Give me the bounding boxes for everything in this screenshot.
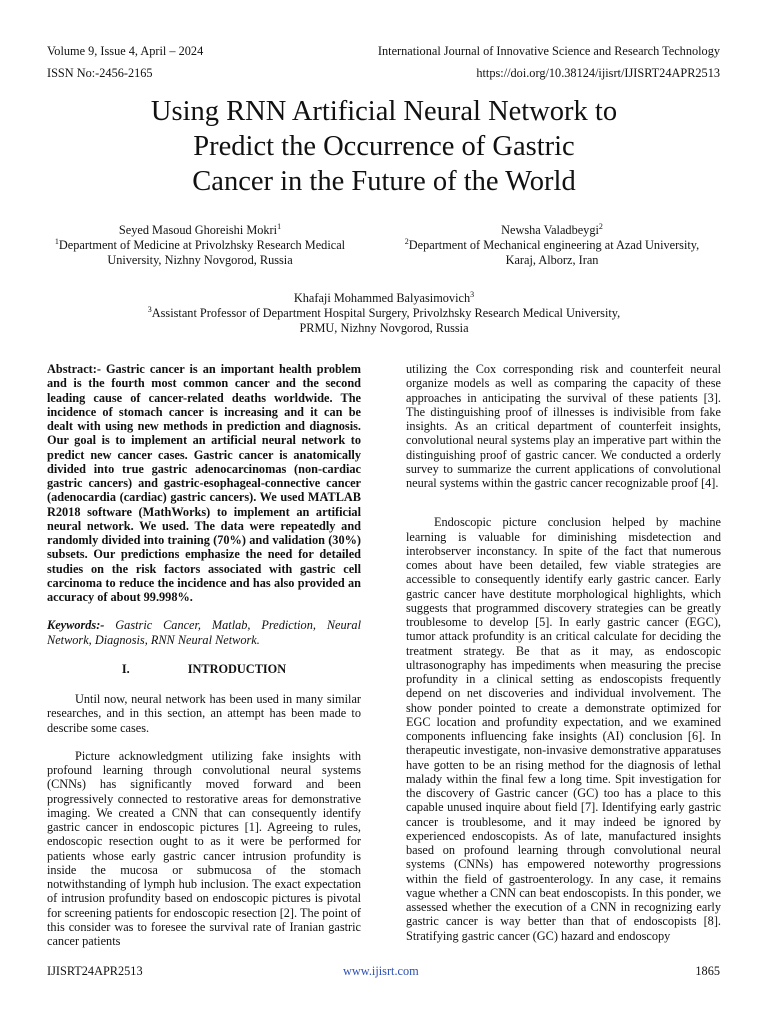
issn: ISSN No:-2456-2165	[47, 66, 153, 80]
affiliation-line: Department of Mechanical engineering at Azad University,	[408, 238, 700, 252]
author-superscript: 3	[470, 289, 475, 299]
doi-link[interactable]: https://doi.org/10.38124/ijisrt/IJISRT24APR2513	[476, 66, 720, 80]
affiliation-line: Assistant Professor of Department Hospital Surgery, Privolzhsky Research Medical University,	[151, 306, 621, 320]
abstract: Abstract:- Gastric cancer is an important health problem and is the fourth most common cancer and the second leading cause of cancer-related deaths worldwide. The incidence of stomach cancer is increasing and it can be dealt with using new methods in prediction and diagnosis. Our goal is to implement an artificial neural network to predict new cancer cases. Gastric cancer is anatomically divided into true gastric adenocarcinomas (non-cardiac gastric cancers) and gastric-esophageal-connective cancer (adenocardia (cardiac) gastric cancers). We used MATLAB R2018 software (MathWorks) to implement an artificial neural network. We used. The data were repeatedly and randomly divided into training (70%) and validation (30%) subsets. Our predictions emphasize the need for detailed studies on the risk factors associated with gastric cell carcinoma to reduce the incidence and has also provided an accuracy of about 99.998%.	[47, 362, 361, 604]
title-line: Using RNN Artificial Neural Network to	[150, 96, 618, 127]
affiliation-line: University, Nizhny Novgorod, Russia	[107, 253, 293, 267]
right-column	[406, 362, 721, 943]
affiliation-line: PRMU, Nizhny Novgorod, Russia	[299, 321, 469, 335]
section-number: I.	[121, 661, 130, 676]
section-title: INTRODUCTION	[187, 661, 287, 676]
footer-website-link[interactable]: www.ijisrt.com	[343, 964, 419, 978]
keywords-text: Gastric Cancer, Matlab, Prediction, Neural Network, Diagnosis, RNN Neural Network.	[47, 618, 361, 647]
author-superscript: 2	[598, 221, 603, 231]
affiliation-line: Karaj, Alborz, Iran	[505, 253, 599, 267]
footer-paper-id: IJISRT24APR2513	[47, 964, 143, 978]
affiliation-superscript: 2	[404, 236, 409, 246]
affiliation-line: Department of Medicine at Privolzhsky Research Medical	[58, 238, 346, 252]
paragraph: Picture acknowledgment utilizing fake insights with profound learning through convolutional neural systems (CNNs) has significantly moved forward and been progressively connected to restorative areas for demonstrative imaging. We created a CNN that can consequently identify gastric cancer in endoscopic pictures [1]. Agreeing to rules, endoscopic resection ought to as it were be performed for patients whose early gastric cancer intrusion profundity is inside the mucosa or submucosa of the stomach notwithstanding of lymph hub inclusion. The exact expectation of intrusion profundity based on endoscopic pictures is pivotal for screening patients for endoscopic resection [2]. The point of this consider was to foresee the survival rate of Iranian gastric cancer patients	[47, 748, 361, 948]
section-heading	[47, 662, 361, 676]
paragraph: utilizing the Cox corresponding risk and counterfeit neural organize models as well as comparing the capacity of these approaches in anticipating the survival of these patients [3]. The distinguishing proof of illnesses is indivisible from fake insights. As an critical department of counterfeit insights, convolutional neural systems play an imperative part within the distinguishing proof of gastric cancer. We conducted a orderly survey to summarize the current applications of convolutional neural systems within the gastric cancer recognizable proof [4].	[406, 362, 721, 490]
author-superscript: 1	[277, 221, 282, 231]
title-line: Cancer in the Future of the World	[192, 166, 576, 197]
keywords-label: Keywords:-	[47, 618, 105, 633]
affiliation-superscript: 3	[147, 304, 152, 314]
journal-name: International Journal of Innovative Science and Research Technology	[377, 44, 720, 58]
volume-info: Volume 9, Issue 4, April – 2024	[47, 44, 204, 58]
keywords	[47, 618, 361, 647]
author-name: Khafaji Mohammed Balyasimovich	[293, 291, 471, 305]
author-block-3	[84, 291, 684, 336]
author-name: Seyed Masoud Ghoreishi Mokri	[118, 223, 278, 237]
affiliation-superscript: 1	[54, 236, 59, 246]
author-name: Newsha Valadbeygi	[501, 223, 599, 237]
title-line: Predict the Occurrence of Gastric	[193, 131, 575, 162]
paragraph: Until now, neural network has been used in many similar researches, and in this section, an attempt has been made to describe some cases.	[47, 692, 361, 735]
paragraph: Endoscopic picture conclusion helped by machine learning is valuable for diminishing misdetection and interobserver inconstancy. In spite of the fact that numerous comes about have been detailed, few viable strategies are accessible to consequently identify early gastric cancer. Early gastric cancer have destitute morphological highlights, which suggests that programmed discovery strategies can be greatly troublesome to develop [5]. In early gastric cancer (EGC), tumor attack profundity is an critical calculate for deciding the treatment strategy. Be that as it may, as endoscopic ultrasonography has impediments when measuring the precise profundity in a clinical setting as endoscopists frequently depend on net discoveries and individual involvement. The show ponder pointed to create a demonstrate optimized for EGC location and profundity expectation, and we examined components influencing fake insights (AI) conclusion [6]. In therapeutic investigate, non-invasive demonstrative apparatuses have gotten to be an rising method for the diagnosis of lethal malady within the final few a long time. Spit investigation for the discovery of Gastric cancer (GC) too has a place to this capable unused inquire about field [7]. Identifying early gastric cancer is troublesome, and it may indeed be ignored by experienced endoscopists. As of late, manufactured insights based on profound learning through convolutional neural systems (CNNs) has empowered noteworthy progressions within the field of gastroenterology. In any case, it remains vague whether a CNN can beat endoscopists. In this ponder, we assessed whether the execution of a CNN in recognizing early gastric cancer is way better than that of endoscopists [8]. Stratifying gastric cancer (GC) hazard and endoscopy	[406, 515, 721, 943]
left-column	[47, 362, 361, 948]
author-block-1	[30, 223, 370, 268]
paper-title	[60, 94, 708, 199]
author-block-2	[392, 223, 712, 268]
page-number: 1865	[695, 964, 720, 978]
